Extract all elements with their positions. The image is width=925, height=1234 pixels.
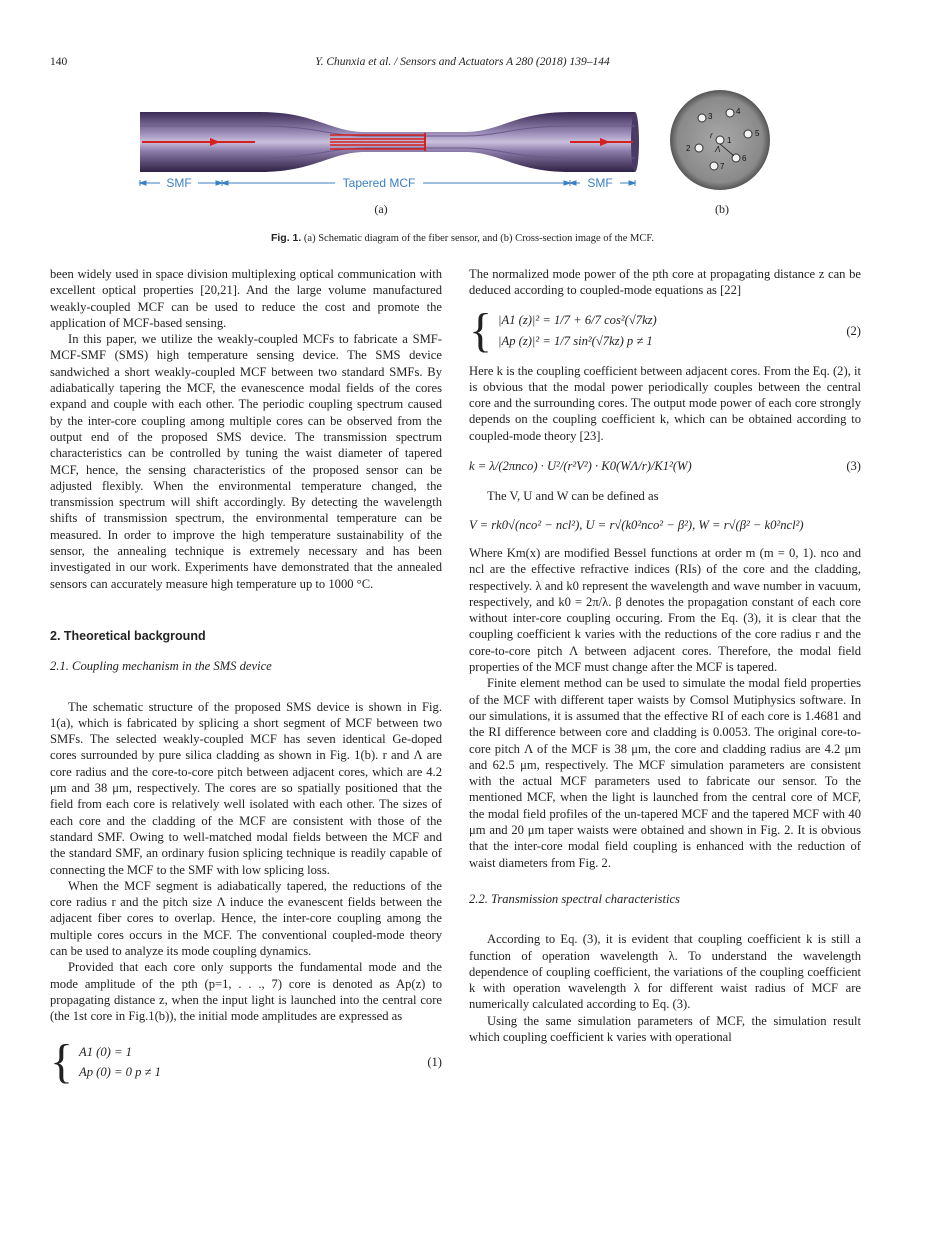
core-1 xyxy=(716,136,724,144)
svg-text:Λ: Λ xyxy=(715,145,721,154)
paragraph: The schematic structure of the proposed SMS device is shown in Fig. 1(a), which is fabricated by splicing a short segment of MCF between two SMFs. The selected weakly-coupled MCF has seven identical Ge-doped cores surrounded by pure silica cladding as shown in Fig. 1(b). r and Λ are core radius and the core-to-core pitch between adjacent cores, which are 4.2 μm and 38 μm, respectively. The cores are so spatially positioned that the field from each core is relatively well isolated with each other. The sizes of each core and the cladding of the MCF are consistent with those of the standard SMF. Owing to well-matched modal fields between the MCF and the standard SMF, an ordinary fusion splicing technique is readily capable of connecting the MCF to the SMF with low splicing loss. xyxy=(50,699,442,877)
subsection-heading: 2.2. Transmission spectral characteristics xyxy=(469,891,680,906)
core-3 xyxy=(698,114,706,122)
svg-text:5: 5 xyxy=(755,129,760,138)
equation-number: (2) xyxy=(846,323,861,338)
svg-text:1: 1 xyxy=(727,136,732,145)
svg-text:r: r xyxy=(710,131,713,140)
subsection-heading: 2.1. Coupling mechanism in the SMS device xyxy=(50,659,272,674)
equation-2: { |A1 (z)|² = 1/7 + 6/7 cos²(√7kz) |Ap (z)|² = 1/7 sin²(√7kz) p ≠ 1 (2) xyxy=(469,303,861,357)
tapered-mcf-label: Tapered MCF xyxy=(342,176,416,190)
equation-number: (1) xyxy=(427,1055,442,1070)
paragraph: Using the same simulation parameters of MCF, the simulation result which coupling coefficient k varies with operational xyxy=(469,1013,861,1044)
section-heading: 2. Theoretical background xyxy=(50,628,206,643)
running-head: Y. Chunxia et al. / Sensors and Actuators A 280 (2018) 139–144 xyxy=(315,56,610,68)
svg-text:2: 2 xyxy=(686,144,691,153)
figure-1 xyxy=(130,86,780,226)
paragraph: The V, U and W can be defined as xyxy=(487,489,659,504)
svg-text:4: 4 xyxy=(736,107,741,116)
left-column xyxy=(50,266,442,1094)
subfigure-a-label: (a) xyxy=(374,202,388,216)
equation-4: V = rk0√(nco² − ncl²), U = r√(k0²nco² − β²), W = r√(β² − k0²ncl²) xyxy=(469,517,804,532)
core-4 xyxy=(726,109,734,117)
equation-number: (3) xyxy=(846,459,861,474)
paragraph: Provided that each core only supports the fundamental mode and the mode amplitude of the pth (p=1, . . ., 7) core is denoted as Ap(z) to propagating distance z, when the input light is launched into the central core (the 1st core in Fig.1(b)), the initial mode amplitudes are expressed as xyxy=(50,960,442,1024)
coupling-region xyxy=(330,133,425,151)
paragraph: Finite element method can be used to simulate the modal field properties of the MCF with different taper waists by Comsol Mutiphysics software. In our simulations, it is assumed that the effective RI of each core is 1.4681 and the RI difference between core and cladding is 0.0053. The original core-to-core pitch Λ of the MCF is 38 μm, the core and cladding radius are 4.2 μm and 62.5 μm, respectively. The MCF simulation parameters are consistent with the actual MCF parameters used to fabricate our sensor. To the mentioned MCF, when the light is launched from the central core of MCF, the modal field profiles of the un-tapered MCF and the tapered MCF with 40 μm and 20 μm taper waists were obtained and shown in Fig. 2. It is obvious that the inter-core modal field coupling is enhanced with the reduction of waist diameters from Fig. 2. xyxy=(469,676,861,870)
core-2 xyxy=(695,144,703,152)
smf-right-label: SMF xyxy=(587,176,613,190)
equation-1: { A1 (0) = 1 Ap (0) = 0 p ≠ 1 (1) xyxy=(50,1035,442,1089)
figure-caption: Fig. 1. (a) Schematic diagram of the fiber sensor, and (b) Cross-section image of the MCF. xyxy=(270,232,655,244)
page-number: 140 xyxy=(50,56,68,68)
paragraph: In this paper, we utilize the weakly-coupled MCFs to fabricate a SMF-MCF-SMF (SMS) high temperature sensing device. The SMS device sandwiched a short weakly-coupled MCF between two standard SMFs. By adiabatically tapering the MCF, the evanescence modal fields of the cores expand and couple with each other. The periodic coupling spectrum caused by the inter-core coupling among multiple cores can be observed from the output end of the proposed SMS device. The transmission spectrum characteristics can be controlled by tuning the waist diameter of tapered MCF, hence, the sensing characteristics of the proposed sensor can be adjusted flexibly. When the environmental temperature changed, the transmission spectrum will shift accordingly. By detecting the wavelength shifts of transmission spectrum, the environmental temperature can be measured. In order to improve the high temperature sustainability of the sensor, the annealing technique is extremely necessary and has been investigated in our work. Experiments have demonstrated that the annealed sensors can accurately measure high temperature up to 1000 °C. xyxy=(50,332,442,591)
svg-text:7: 7 xyxy=(720,162,725,171)
right-column xyxy=(469,266,861,1045)
smf-left-label: SMF xyxy=(166,176,192,190)
equation-3: k = λ/(2πnco) · U²/(r²V²) · K0(WΛ/r)/K1²(W) (3) xyxy=(469,459,861,474)
paragraph: The normalized mode power of the pth core at propagating distance z can be deduced according to coupled-mode equations as [22] xyxy=(469,267,861,298)
core-7 xyxy=(710,162,718,170)
paragraph: According to Eq. (3), it is evident that coupling coefficient k is still a function of operation wavelength λ. To understand the wavelength dependence of coupling coefficient, the variations of the coupling coefficient k with operation wavelength λ for different waist radius of MCF are numerically calculated according to Eq. (3). xyxy=(469,932,861,1012)
paragraph: been widely used in space division multiplexing optical communication with excellent optical properties [20,21]. And the large volume manufactured weakly-coupled MCF can be used to reduce the cost and promote the application of MCF-based sensing. xyxy=(50,267,442,330)
svg-text:6: 6 xyxy=(742,154,747,163)
subfigure-b-label: (b) xyxy=(715,202,729,216)
paragraph: Here k is the coupling coefficient between adjacent cores. From the Eq. (2), it is obvious that the modal power periodically couples between the central core and the surrounding cores. The output mode power of each core strongly depends on the coupling coefficient k, which can be obtained according to coupled-mode theory [23]. xyxy=(469,363,861,443)
paragraph: Where Km(x) are modified Bessel functions at order m (m = 0, 1). nco and ncl are the effective refractive indices (RIs) of the core and the cladding, respectively. λ and k0 represent the wavelength and wave number in vacuum, respectively, and k0 = 2π/λ. β denotes the propagation constant of each core without inter-core coupling occuring. From the Eq. (3), it is clear that the coupling coefficient k varies with the reductions of the core radius r and the core-to-core pitch Λ between adjacent cores. Therefore, the modal field properties of the MCF must change after the MCF is tapered. xyxy=(469,545,861,675)
core-5 xyxy=(744,130,752,138)
svg-text:3: 3 xyxy=(708,112,713,121)
paragraph: When the MCF segment is adiabatically tapered, the reductions of the core radius r and the pitch size Λ induce the evanescent fields between the adjacent fiber cores to overlap. Hence, the inter-core coupling among the multiple cores occurs in the MCF. The conventional coupled-mode theory can be used to analyze its mode coupling dynamics. xyxy=(50,878,442,958)
